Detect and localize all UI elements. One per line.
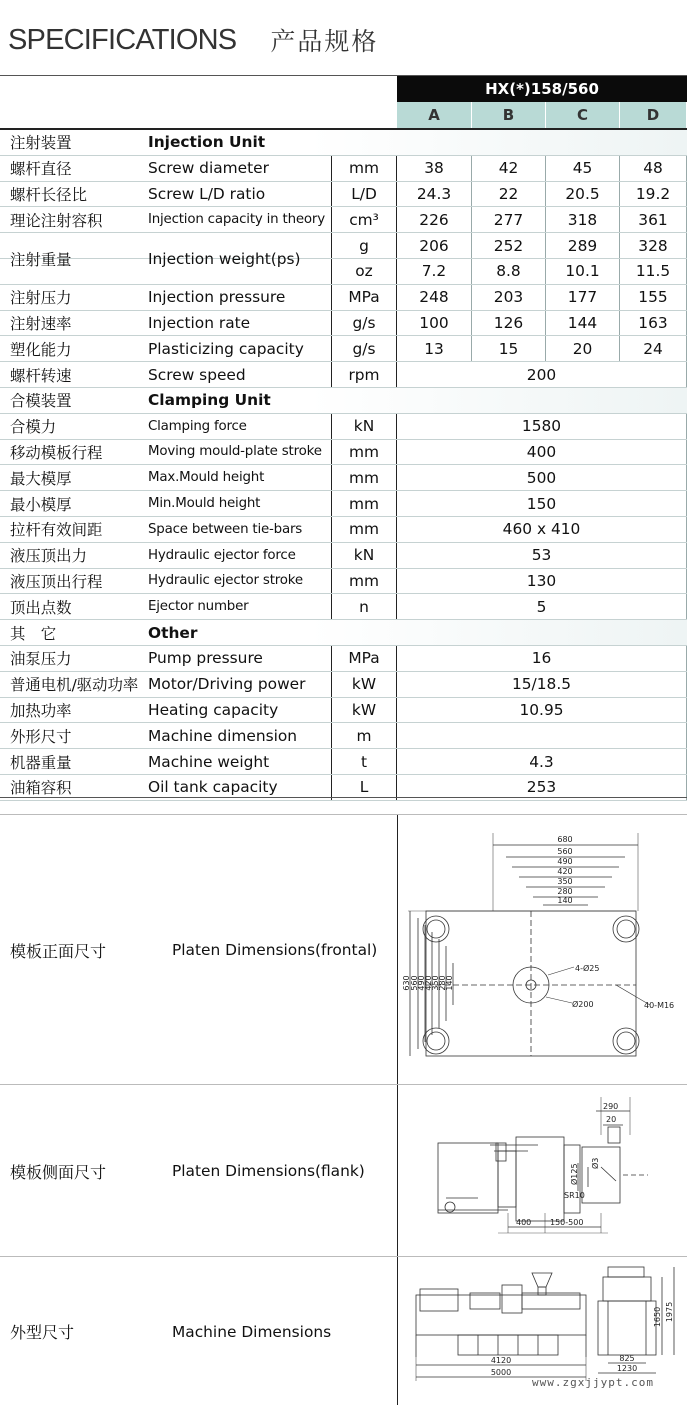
row-label-zh: 油泵压力 xyxy=(10,650,72,669)
spec-row xyxy=(0,569,687,595)
value-cell: 22 xyxy=(472,182,546,207)
section-row xyxy=(0,130,687,156)
unit-cell: kN xyxy=(331,543,397,568)
row-label-en: Hydraulic ejector force xyxy=(148,547,296,563)
value-cell: 16 xyxy=(397,646,687,671)
machine-dim-5000: 5000 xyxy=(490,1368,512,1377)
unit-cell: rpm xyxy=(331,362,397,387)
flank-dim-400: 400 xyxy=(516,1218,532,1227)
section-label-en: Injection Unit xyxy=(148,133,266,152)
row-label-en: Ejector number xyxy=(148,599,249,615)
value-cell: 24.3 xyxy=(397,182,472,207)
row-label-zh: 螺杆长径比 xyxy=(10,185,87,204)
value-cell: 130 xyxy=(397,569,687,594)
row-label-zh: 注射压力 xyxy=(10,289,72,308)
spec-row xyxy=(0,723,687,749)
row-label-zh: 加热功率 xyxy=(10,701,72,720)
unit-cell: MPa xyxy=(331,646,397,671)
row-label-zh: 螺杆转速 xyxy=(10,366,72,385)
row-label-zh: 最大模厚 xyxy=(10,469,72,488)
value-cell: 248 xyxy=(397,285,472,310)
row-label-zh: 拉杆有效间距 xyxy=(10,521,103,540)
value-cell: 200 xyxy=(397,362,687,387)
row-label-zh: 液压顶出行程 xyxy=(10,572,103,591)
row-label-zh: 合模力 xyxy=(10,418,57,437)
value-cell: 42 xyxy=(472,156,546,181)
page-title xyxy=(8,20,378,60)
spec-row xyxy=(0,336,687,362)
flank-dim-125: Ø125 xyxy=(570,1163,579,1185)
value-cell: 15/18.5 xyxy=(397,672,687,697)
dim-v-560: 560 xyxy=(410,975,419,991)
unit-cell: kW xyxy=(331,672,397,697)
dim-v-490: 490 xyxy=(417,975,426,991)
spec-row xyxy=(0,517,687,543)
spec-row xyxy=(0,491,687,517)
divider xyxy=(0,797,687,798)
column-header-c: C xyxy=(546,102,620,128)
spec-row xyxy=(0,672,687,698)
unit-cell: g/s xyxy=(331,311,397,336)
row-label-zh: 注射速率 xyxy=(10,314,72,333)
platen-frontal-drawing xyxy=(397,815,687,1084)
drawing-label-zh: 外型尺寸 xyxy=(10,1323,75,1342)
row-label-zh: 顶出点数 xyxy=(10,598,72,617)
value-cell: 13 xyxy=(397,336,472,361)
row-label-en: Screw L/D ratio xyxy=(148,184,266,203)
row-label-en: Heating capacity xyxy=(148,700,279,719)
value-cell: 11.5 xyxy=(620,259,687,284)
row-label-zh: 注射重量 xyxy=(10,250,72,269)
drawing-label-en: Platen Dimensions(flank) xyxy=(172,1162,365,1180)
value-cell: 206 xyxy=(397,233,472,258)
machine-dim-4120: 4120 xyxy=(490,1356,512,1365)
value-cell: 277 xyxy=(472,207,546,232)
flank-dim-sr10: SR10 xyxy=(564,1191,585,1200)
column-header-d: D xyxy=(620,102,687,128)
row-label-zh: 理论注射容积 xyxy=(10,211,103,230)
value-cell: 253 xyxy=(397,775,687,800)
section-row xyxy=(0,388,687,414)
row-label-en: Oil tank capacity xyxy=(148,778,278,797)
value-cell: 177 xyxy=(546,285,620,310)
flank-dim-150-500: 150-500 xyxy=(550,1218,584,1227)
title-zh: 产品规格 xyxy=(270,27,379,56)
value-cell: 53 xyxy=(397,543,687,568)
row-label-zh: 塑化能力 xyxy=(10,340,72,359)
value-cell: 19.2 xyxy=(620,182,687,207)
row-label-en: Injection pressure xyxy=(148,288,286,307)
hole-label: 4-Ø25 xyxy=(575,964,600,973)
row-label-en: Screw diameter xyxy=(148,159,269,178)
flank-dim-290: 290 xyxy=(603,1102,619,1111)
value-cell: 24 xyxy=(620,336,687,361)
row-label-en: Plasticizing capacity xyxy=(148,339,304,358)
unit-cell: L xyxy=(331,775,397,800)
machine-dim-1975: 1975 xyxy=(665,1301,674,1323)
unit-cell: L/D xyxy=(331,182,397,207)
value-cell: 155 xyxy=(620,285,687,310)
value-cell: 8.8 xyxy=(472,259,546,284)
dim-h-490: 490 xyxy=(557,857,573,866)
row-label-en: Max.Mould height xyxy=(148,470,265,486)
unit-cell: oz xyxy=(331,259,397,284)
value-cell: 5 xyxy=(397,594,687,619)
unit-cell: mm xyxy=(331,569,397,594)
drawing-row-flank xyxy=(0,1084,687,1256)
value-cell: 163 xyxy=(620,311,687,336)
value-cell: 15 xyxy=(472,336,546,361)
dim-h-420: 420 xyxy=(557,867,573,876)
column-header-a: A xyxy=(397,102,472,128)
dim-h-560: 560 xyxy=(557,847,573,856)
value-cell: 48 xyxy=(620,156,687,181)
thread-label: 40-M16 xyxy=(644,1001,675,1010)
dim-v-630: 630 xyxy=(402,975,411,991)
unit-cell: mm xyxy=(331,491,397,516)
unit-cell: cm³ xyxy=(331,207,397,232)
row-label-en: Moving mould-plate stroke xyxy=(148,444,322,460)
value-cell: 460 x 410 xyxy=(397,517,687,542)
section-label-zh: 其 它 xyxy=(10,624,57,643)
dim-v-140: 140 xyxy=(445,975,454,991)
unit-cell: kW xyxy=(331,698,397,723)
spec-row xyxy=(0,233,687,259)
row-label-en: Injection weight(ps) xyxy=(148,249,301,268)
value-cell: 126 xyxy=(472,311,546,336)
flank-dim-20: 20 xyxy=(606,1115,617,1124)
row-label-en: Space between tie-bars xyxy=(148,521,303,537)
section-label-en: Clamping Unit xyxy=(148,391,271,410)
row-label-zh: 最小模厚 xyxy=(10,495,72,514)
machine-dim-825: 825 xyxy=(619,1354,635,1363)
unit-cell: mm xyxy=(331,465,397,490)
row-label-zh: 液压顶出力 xyxy=(10,547,87,566)
row-label-en: Pump pressure xyxy=(148,649,263,668)
value-cell: 45 xyxy=(546,156,620,181)
flank-dim-3: Ø3 xyxy=(591,1157,600,1169)
spec-row xyxy=(0,698,687,724)
drawing-label-zh: 模板正面尺寸 xyxy=(10,941,107,961)
section-label-en: Other xyxy=(148,623,198,642)
value-cell: 203 xyxy=(472,285,546,310)
title-en: SPECIFICATIONS xyxy=(8,23,237,56)
spec-row xyxy=(0,182,687,208)
row-label-en: Injection rate xyxy=(148,313,251,332)
spec-row xyxy=(0,646,687,672)
spec-row xyxy=(0,594,687,620)
row-label-zh: 外形尺寸 xyxy=(10,727,72,746)
spec-row xyxy=(0,362,687,388)
spec-row xyxy=(0,207,687,233)
value-cell: 10.1 xyxy=(546,259,620,284)
unit-cell: m xyxy=(331,723,397,748)
value-cell: 4.3 xyxy=(397,749,687,774)
value-cell: 144 xyxy=(546,311,620,336)
value-cell: 7.2 xyxy=(397,259,472,284)
machine-dim-1230: 1230 xyxy=(616,1364,638,1373)
spec-row xyxy=(0,414,687,440)
unit-cell: mm xyxy=(331,156,397,181)
section-label-zh: 合模装置 xyxy=(10,392,72,411)
dim-h-680: 680 xyxy=(557,835,573,844)
value-cell: 318 xyxy=(546,207,620,232)
row-label-zh: 螺杆直径 xyxy=(10,160,72,179)
center-label: Ø200 xyxy=(572,1000,594,1009)
dim-h-280: 280 xyxy=(557,887,573,896)
value-cell xyxy=(397,723,687,748)
row-label-en: Clamping force xyxy=(148,418,247,434)
row-label-en: Motor/Driving power xyxy=(148,675,306,694)
value-cell: 361 xyxy=(620,207,687,232)
spec-row xyxy=(0,285,687,311)
section-label-zh: 注射装置 xyxy=(10,134,72,153)
unit-cell: t xyxy=(331,749,397,774)
spec-row xyxy=(0,543,687,569)
drawing-label-en: Machine Dimensions xyxy=(172,1322,332,1341)
spec-row xyxy=(0,259,687,285)
value-cell: 100 xyxy=(397,311,472,336)
dim-v-420: 420 xyxy=(424,975,433,991)
dim-h-140: 140 xyxy=(557,896,573,905)
spec-row xyxy=(0,749,687,775)
watermark: www.zgxjjypt.com xyxy=(532,1376,654,1389)
dim-v-350: 350 xyxy=(431,975,440,991)
unit-cell: n xyxy=(331,594,397,619)
spec-row xyxy=(0,465,687,491)
section-row xyxy=(0,620,687,646)
row-label-en: Machine weight xyxy=(148,752,270,771)
column-header-b: B xyxy=(472,102,546,128)
machine-dim-1650: 1650 xyxy=(653,1306,662,1328)
row-label-en: Injection capacity in theory xyxy=(148,212,325,228)
value-cell: 20.5 xyxy=(546,182,620,207)
row-label-zh: 油箱容积 xyxy=(10,779,72,798)
value-cell: 10.95 xyxy=(397,698,687,723)
unit-cell: kN xyxy=(331,414,397,439)
spec-row xyxy=(0,156,687,182)
row-label-zh: 普通电机/驱动功率 xyxy=(10,676,139,695)
row-label-en: Machine dimension xyxy=(148,726,298,745)
value-cell: 38 xyxy=(397,156,472,181)
spec-row xyxy=(0,440,687,466)
drawing-label-en: Platen Dimensions(frontal) xyxy=(172,941,378,959)
value-cell: 150 xyxy=(397,491,687,516)
value-cell: 226 xyxy=(397,207,472,232)
row-label-en: Hydraulic ejector stroke xyxy=(148,573,303,589)
row-label-en: Min.Mould height xyxy=(148,496,261,512)
dim-h-350: 350 xyxy=(557,877,573,886)
platen-flank-drawing xyxy=(397,1085,687,1256)
spec-row xyxy=(0,311,687,337)
value-cell: 20 xyxy=(546,336,620,361)
value-cell: 1580 xyxy=(397,414,687,439)
unit-cell: mm xyxy=(331,440,397,465)
unit-cell: g/s xyxy=(331,336,397,361)
model-header: HX(*)158/560 xyxy=(397,76,687,102)
row-label-zh: 移动模板行程 xyxy=(10,443,103,462)
value-cell: 328 xyxy=(620,233,687,258)
drawing-label-zh: 模板侧面尺寸 xyxy=(10,1162,107,1182)
drawing-row-frontal xyxy=(0,814,687,1084)
row-label-zh: 机器重量 xyxy=(10,753,72,772)
dim-v-280: 280 xyxy=(438,975,447,991)
unit-cell: mm xyxy=(331,517,397,542)
value-cell: 400 xyxy=(397,440,687,465)
unit-cell: g xyxy=(331,233,397,258)
unit-cell: MPa xyxy=(331,285,397,310)
value-cell: 500 xyxy=(397,465,687,490)
value-cell: 252 xyxy=(472,233,546,258)
value-cell: 289 xyxy=(546,233,620,258)
row-label-en: Screw speed xyxy=(148,365,246,384)
